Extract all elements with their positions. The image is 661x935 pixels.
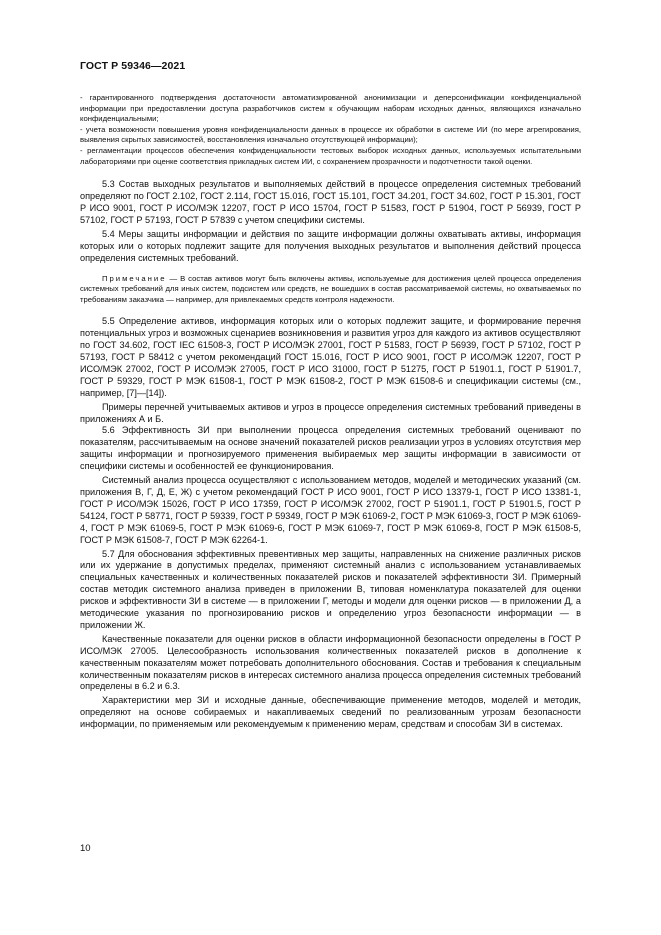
paragraph-5-6: 5.6 Эффективность ЗИ при выполнении процесса определения системных требований оценивают по показателям, рассчитываемым на основе значений показателей рисков реализации угроз в условиях отсутствия мер защиты информации и прогнозируемого применения выбираемых мер защиты информации в зависимости от специфики системы и особенностей ее функционирования. bbox=[80, 425, 581, 472]
paragraph-5-5: 5.5 Определение активов, информация которых или о которых подлежит защите, и формирование перечня потенциальных угроз и возможных сценариев возникновения и развития угроз для каждого из активов осуществляют по ГОСТ 34.602, ГОСТ IEC 61508-3, ГОСТ Р ИСО/МЭК 27001, ГОСТ Р 51583, ГОСТ Р 56939, ГОСТ Р 57102, ГОСТ Р 57193, ГОСТ Р 58412 с учетом рекомендаций ГОСТ 15.016, ГОСТ Р ИСО 9001, ГОСТ Р ИСО/МЭК 12207, ГОСТ Р ИСО/МЭК 27002, ГОСТ Р ИСО/МЭК 27005, ГОСТ Р ИСО 31000, ГОСТ Р 51275, ГОСТ Р 51901.1, ГОСТ Р 51901.7, ГОСТ Р 59329, ГОСТ Р МЭК 61508-1, ГОСТ Р МЭК 61508-2, ГОСТ Р МЭК 61508-6 и спецификации системы (см., например, [7]—[14]). bbox=[80, 316, 581, 398]
page-number: 10 bbox=[80, 843, 91, 854]
page-content bbox=[80, 93, 581, 731]
list-item: - гарантированного подтверждения достаточности автоматизированной анонимизации и деперсонификации конфиденциальной информации при предоставлении доступа разработчиков систем к обучающим наборам исходных данных, являющихся изначально конфиденциальными; bbox=[80, 93, 581, 124]
paragraph-5-3: 5.3 Состав выходных результатов и выполняемых действий в процессе определения системных требований определяют по ГОСТ 2.102, ГОСТ 2.114, ГОСТ 15.016, ГОСТ 15.101, ГОСТ 34.201, ГОСТ 34.602, ГОСТ Р 15.301, ГОСТ Р ИСО 9001, ГОСТ Р ИСО/МЭК 12207, ГОСТ Р ИСО 15704, ГОСТ Р 51583, ГОСТ Р 51904, ГОСТ Р 56939, ГОСТ Р 57102, ГОСТ Р 57193, ГОСТ Р 57839 с учетом специфики системы. bbox=[80, 179, 581, 225]
paragraph-5-7: 5.7 Для обоснования эффективных превентивных мер защиты, направленных на снижение различных рисков или их удержание в допустимых пределах, применяют системный анализ с использованием устанавливаемых специальных качественных и количественных показателей рисков и показателей эффективности ЗИ. Примерный состав методик системного анализа приведен в приложении В, типовая номенклатура показателей для оценки рисков и эффективности ЗИ в системе — в приложении Г, методы и модели для оценки рисков — в приложении Д, а методические указания по прогнозированию рисков и определению угроз безопасности информации — в приложении Ж. bbox=[80, 548, 581, 630]
paragraph-quality-indicators: Качественные показатели для оценки рисков в области информационной безопасности определены в ГОСТ Р ИСО/МЭК 27005. Целесообразность использования количественных показателей рисков в дополнение к качественным показателям может потребовать дополнительного обоснования. Состав и требования к специальным количественным показателям рисков в интересах системного анализа процесса определения системных требований определены в 6.2 и 6.3. bbox=[80, 633, 581, 692]
paragraph-5-4: 5.4 Меры защиты информации и действия по защите информации должны охватывать активы, информация которых или о которых подлежит защите для получения выходных результатов и выполнения действий процесса определения системных требований. bbox=[80, 228, 581, 263]
note-label: Примечание bbox=[102, 273, 167, 283]
paragraph-characteristics: Характеристики мер ЗИ и исходные данные, обеспечивающие применение методов, моделей и методик, определяют на основе собираемых и накапливаемых сведений по реализованным угрозам безопасности информации, по применяемым или рекомендуемым к применению мерам, средствам и способам ЗИ в системах. bbox=[80, 695, 581, 730]
document-code: ГОСТ Р 59346—2021 bbox=[80, 60, 186, 72]
note bbox=[80, 274, 581, 306]
list-block bbox=[80, 93, 581, 167]
paragraph-system-analysis: Системный анализ процесса осуществляют с использованием методов, моделей и методических указаний (см. приложения В, Г, Д, Е, Ж) с учетом рекомендаций ГОСТ Р ИСО 9001, ГОСТ Р ИСО 13379-1, ГОСТ Р ИСО 13381-1, ГОСТ Р ИСО/МЭК 15026, ГОСТ Р ИСО 17359, ГОСТ Р ИСО/МЭК 27002, ГОСТ Р 51901.1, ГОСТ Р 51901.5, ГОСТ Р 54124, ГОСТ Р 58771, ГОСТ Р 59339, ГОСТ Р 59349, ГОСТ Р МЭК 61069-2, ГОСТ Р МЭК 61069-3, ГОСТ Р МЭК 61069-4, ГОСТ Р МЭК 61069-5, ГОСТ Р МЭК 61069-6, ГОСТ Р МЭК 61069-7, ГОСТ Р МЭК 61069-8, ГОСТ Р МЭК 61508-5, ГОСТ Р МЭК 61508-7, ГОСТ Р МЭК 62264-1. bbox=[80, 475, 581, 545]
paragraph-examples: Примеры перечней учитываемых активов и угроз в процессе определения системных требований приведены в приложениях А и Б. bbox=[80, 401, 581, 424]
note-text: — В состав активов могут быть включены активы, используемые для достижения целей процесса определения системных требований для иных систем, подсистем или средств, не вошедших в состав рассматриваемой системы, но охватываемых по требованиям заказчика — например, для привлекаемых средств контроля надежности. bbox=[80, 273, 581, 304]
list-item: - учета возможности повышения уровня конфиденциальности данных в процессе их обработки в системе ИИ (по мере агрегирования, выявления скрытых зависимостей, восстановления изначально отсутствующей информации); bbox=[80, 124, 581, 145]
list-item: - регламентации процессов обеспечения конфиденциальности тестовых выборок исходных данных, используемых испытательными лабораториями при оценке соответствия прикладных систем ИИ, с сохранением прозрачности и подотчетности такой оценки. bbox=[80, 145, 581, 166]
